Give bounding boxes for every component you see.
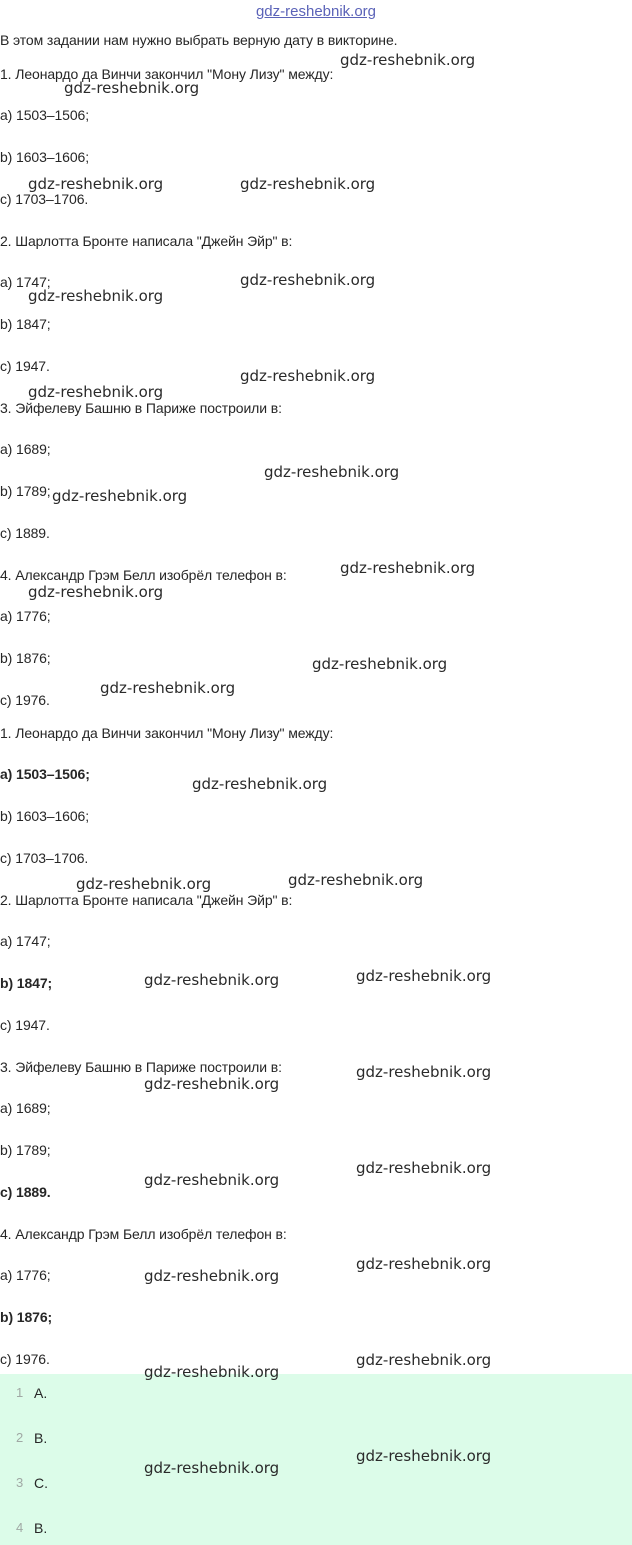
watermark: gdz-reshebnik.org — [264, 463, 400, 481]
solution-option-2a: a) 1747; — [0, 933, 51, 949]
watermark: gdz-reshebnik.org — [340, 51, 476, 69]
watermark: gdz-reshebnik.org — [144, 1267, 280, 1285]
watermark: gdz-reshebnik.org — [240, 367, 376, 385]
quiz-option-2c: c) 1947. — [0, 358, 50, 374]
watermark: gdz-reshebnik.org — [144, 1363, 280, 1381]
solution-option-3a: a) 1689; — [0, 1100, 51, 1116]
watermark: gdz-reshebnik.org — [356, 1159, 492, 1177]
solution-question-1: 1. Леонардо да Винчи закончил "Мону Лизу" между: — [0, 725, 334, 741]
answer-value: B. — [34, 1430, 48, 1446]
solution-option-2c: c) 1947. — [0, 1017, 50, 1033]
quiz-option-4b: b) 1876; — [0, 650, 51, 666]
solution-option-4c: c) 1976. — [0, 1351, 50, 1367]
solution-option-4a: a) 1776; — [0, 1267, 51, 1283]
watermark: gdz-reshebnik.org — [28, 175, 164, 193]
solution-question-3: 3. Эйфелеву Башню в Париже построили в: — [0, 1059, 282, 1075]
solution-option-1c: c) 1703–1706. — [0, 850, 89, 866]
answer-value: C. — [34, 1475, 48, 1491]
watermark: gdz-reshebnik.org — [288, 871, 424, 889]
solution-option-4b-correct: b) 1876; — [0, 1309, 53, 1325]
quiz-option-4a: a) 1776; — [0, 608, 51, 624]
answer-value: B. — [34, 1520, 48, 1536]
watermark: gdz-reshebnik.org — [356, 1063, 492, 1081]
watermark: gdz-reshebnik.org — [76, 875, 212, 893]
solution-option-3b: b) 1789; — [0, 1142, 51, 1158]
quiz-option-3a: a) 1689; — [0, 441, 51, 457]
quiz-question-3: 3. Эйфелеву Башню в Париже построили в: — [0, 400, 282, 416]
watermark: gdz-reshebnik.org — [356, 1351, 492, 1369]
quiz-option-1b: b) 1603–1606; — [0, 149, 90, 165]
watermark: gdz-reshebnik.org — [356, 967, 492, 985]
answer-value: A. — [34, 1385, 48, 1401]
answer-number: 1 — [16, 1385, 24, 1400]
quiz-option-2b: b) 1847; — [0, 316, 51, 332]
quiz-question-1: 1. Леонардо да Винчи закончил "Мону Лизу" между: — [0, 66, 334, 82]
quiz-option-3c: c) 1889. — [0, 525, 50, 541]
answer-number: 3 — [16, 1475, 24, 1490]
answers-block — [0, 1374, 632, 1545]
answer-number: 2 — [16, 1430, 24, 1445]
watermark: gdz-reshebnik.org — [192, 775, 328, 793]
solution-option-3c-correct: c) 1889. — [0, 1184, 51, 1200]
quiz-option-3b: b) 1789; — [0, 483, 51, 499]
watermark: gdz-reshebnik.org — [28, 583, 164, 601]
quiz-question-4: 4. Александр Грэм Белл изобрёл телефон в: — [0, 567, 287, 583]
watermark: gdz-reshebnik.org — [144, 971, 280, 989]
solution-option-1a-correct: a) 1503–1506; — [0, 766, 90, 782]
watermark: gdz-reshebnik.org — [144, 1459, 280, 1477]
watermark: gdz-reshebnik.org — [144, 1075, 280, 1093]
site-header — [0, 0, 632, 24]
answer-number: 4 — [16, 1520, 24, 1535]
solution-question-2: 2. Шарлотта Бронте написала "Джейн Эйр" в: — [0, 892, 293, 908]
watermark: gdz-reshebnik.org — [64, 79, 200, 97]
watermark: gdz-reshebnik.org — [240, 271, 376, 289]
quiz-option-1a: a) 1503–1506; — [0, 107, 90, 123]
intro-text: В этом задании нам нужно выбрать верную дату в викторине. — [0, 32, 398, 48]
watermark: gdz-reshebnik.org — [312, 655, 448, 673]
watermark: gdz-reshebnik.org — [52, 487, 188, 505]
watermark: gdz-reshebnik.org — [28, 287, 164, 305]
quiz-option-2a: a) 1747; — [0, 274, 51, 290]
quiz-question-2: 2. Шарлотта Бронте написала "Джейн Эйр" в: — [0, 233, 293, 249]
watermark: gdz-reshebnik.org — [240, 175, 376, 193]
watermark: gdz-reshebnik.org — [356, 1447, 492, 1465]
watermark: gdz-reshebnik.org — [356, 1255, 492, 1273]
watermark: gdz-reshebnik.org — [100, 679, 236, 697]
site-link[interactable]: gdz-reshebnik.org — [255, 3, 377, 20]
solution-option-1b: b) 1603–1606; — [0, 808, 90, 824]
quiz-option-4c: c) 1976. — [0, 692, 50, 708]
watermark: gdz-reshebnik.org — [340, 559, 476, 577]
watermark: gdz-reshebnik.org — [28, 383, 164, 401]
quiz-option-1c: c) 1703–1706. — [0, 191, 89, 207]
watermark: gdz-reshebnik.org — [144, 1171, 280, 1189]
solution-question-4: 4. Александр Грэм Белл изобрёл телефон в: — [0, 1226, 287, 1242]
solution-option-2b-correct: b) 1847; — [0, 975, 53, 991]
